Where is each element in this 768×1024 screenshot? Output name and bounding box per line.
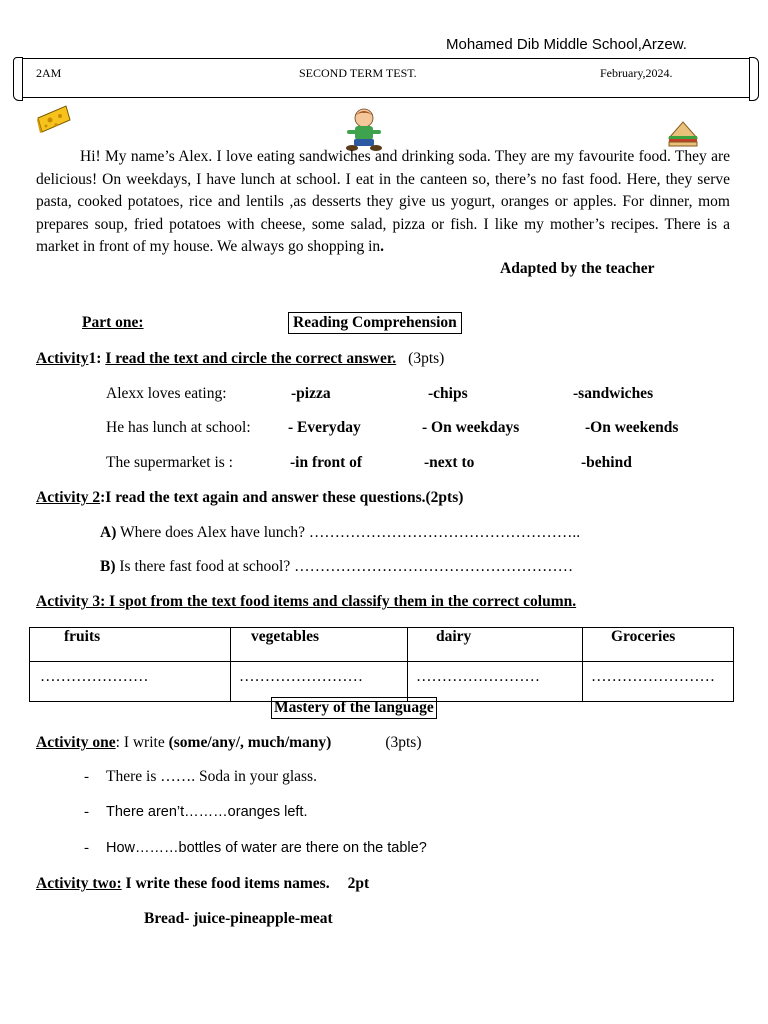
a1-q3-opt1[interactable]: -in front of <box>290 454 363 471</box>
school-name: Mohamed Dib Middle School,Arzew. <box>446 36 687 53</box>
classification-table <box>29 627 734 702</box>
a1-q1-opt1[interactable]: -pizza <box>291 385 331 402</box>
story-text: Hi! My name’s Alex. I love eating sandwiches and drinking soda. They are my favourite food. They are delicious! On weekdays, I have lunch at school. I eat in the canteen so, there’s no fast food. Here, they serve pasta, cooked potatoes, rice and lentils ,as desserts they give us yogurt, oranges or apples. For dinner, mom prepares soup, fried potatoes with cheese, some salad, pizza or fish. I like my mother’s recipes. There is a market in front of my house. We always go shopping in <box>36 148 730 255</box>
a2-question-a: A) Where does Alex have lunch? …………………………………………….. <box>100 524 581 541</box>
a1-q1-opt3[interactable]: -sandwiches <box>573 385 654 402</box>
a-one-item-3-dash: - <box>84 840 89 856</box>
reading-text <box>36 146 730 259</box>
cheese-icon <box>36 104 72 134</box>
activity-one-heading: Activity one: I write (some/any/, much/many) (3pts) <box>36 734 422 751</box>
activity3-heading: Activity 3: I spot from the text food items and classify them in the correct column. <box>36 593 577 610</box>
cell-dairy[interactable]: …………………… <box>408 662 583 702</box>
a1-q2-opt1[interactable]: - Everyday <box>288 419 361 436</box>
activity2-heading: Activity 2:I read the text again and answer these questions.(2pts) <box>36 489 464 506</box>
col-vegetables: vegetables <box>231 628 408 662</box>
test-date: February,2024. <box>600 66 673 80</box>
a1-q1: Alexx loves eating: <box>106 385 227 402</box>
a2-question-b: B) Is there fast food at school? ……………………………………………… <box>100 558 574 575</box>
cell-vegetables[interactable]: …………………… <box>231 662 408 702</box>
food-words: Bread- juice-pineapple-meat <box>144 910 333 927</box>
story-end: . <box>380 238 385 255</box>
a1-q3-opt2[interactable]: -next to <box>424 454 475 471</box>
a-one-item-2: There aren’t………oranges left. <box>106 804 308 820</box>
a1-q2: He has lunch at school: <box>106 419 251 436</box>
a1-q2-opt3[interactable]: -On weekends <box>585 419 679 436</box>
class-level: 2AM <box>36 66 62 80</box>
a1-q1-opt2[interactable]: -chips <box>428 385 468 402</box>
cell-fruits[interactable]: ………………… <box>30 662 231 702</box>
a1-q2-opt2[interactable]: - On weekdays <box>422 419 520 436</box>
sandwich-icon <box>666 118 700 148</box>
col-fruits: fruits <box>30 628 231 662</box>
test-title: SECOND TERM TEST. <box>299 66 417 80</box>
a-one-item-3: How………bottles of water are there on the table? <box>106 840 427 856</box>
mastery-title: Mastery of the language <box>271 697 437 719</box>
credit: Adapted by the teacher <box>500 260 655 277</box>
cell-groceries[interactable]: …………………… <box>583 662 734 702</box>
activity-two-heading: Activity two: I write these food items names. 2pt <box>36 875 370 892</box>
col-dairy: dairy <box>408 628 583 662</box>
a-one-item-1-dash: - <box>84 769 89 785</box>
activity1-heading: Activity1: I read the text and circle the correct answer. (3pts) <box>36 350 445 367</box>
a1-q3: The supermarket is : <box>106 454 233 471</box>
reading-comprehension-title: Reading Comprehension <box>288 312 462 334</box>
a1-q3-opt3[interactable]: -behind <box>581 454 632 471</box>
a-one-item-2-dash: - <box>84 804 89 820</box>
a-one-item-1: There is ……. Soda in your glass. <box>106 768 317 785</box>
col-groceries: Groceries <box>583 628 734 662</box>
part-one-label: Part one: <box>82 314 144 331</box>
